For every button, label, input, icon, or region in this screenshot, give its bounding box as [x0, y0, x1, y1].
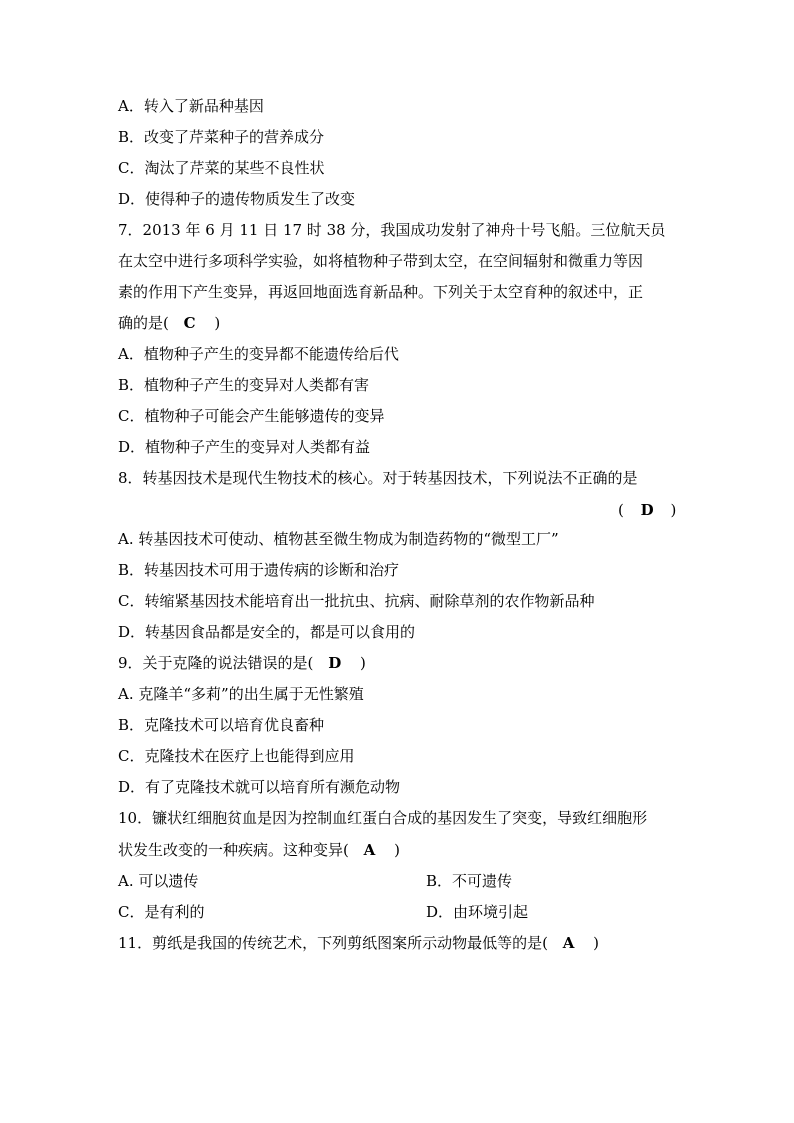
q8-option-c: C．转缩紧基因技术能培育出一批抗虫、抗病、耐除草剂的农作物新品种 — [118, 592, 595, 610]
q9-option-d: D．有了克隆技术就可以培育所有濒危动物 — [118, 778, 401, 796]
q7-stem-line-1: 7．2013 年 6 月 11 日 17 时 38 分，我国成功发射了神舟十号飞船。三位航天员 — [118, 221, 666, 239]
q11-answer: A — [562, 934, 575, 952]
q9-answer: D — [328, 654, 342, 672]
q6-option-d: D．使得种子的遗传物质发生了改变 — [118, 190, 356, 208]
q10-stem-line-2 — [118, 840, 400, 860]
q10-option-b: B．不可遗传 — [426, 872, 513, 890]
q7-stem-prefix: 确的是( — [118, 314, 169, 332]
q10-answer: A — [363, 841, 376, 859]
q8-option-a: A. 转基因技术可使动、植物甚至微生物成为制造药物的“微型工厂” — [118, 530, 559, 548]
q10-options-row-1 — [118, 871, 513, 891]
q6-option-b: B．改变了芹菜种子的营养成分 — [118, 128, 325, 146]
q7-stem-line-4 — [118, 313, 220, 333]
q7-option-c: C．植物种子可能会产生能够遗传的变异 — [118, 407, 385, 425]
q9-stem: 9．关于克隆的说法错误的是( — [118, 654, 314, 672]
q11-close-paren: ) — [593, 934, 600, 952]
q8-stem: 8．转基因技术是现代生物技术的核心。对于转基因技术，下列说法不正确的是 — [118, 469, 638, 487]
q7-stem-line-3: 素的作用下产生变异，再返回地面选育新品种。下列关于太空育种的叙述中，正 — [118, 283, 644, 301]
q9-close-paren: ) — [359, 654, 366, 672]
q9-option-c: C．克隆技术在医疗上也能得到应用 — [118, 747, 355, 765]
q11-stem-line — [118, 933, 599, 953]
q6-option-a: A．转入了新品种基因 — [118, 97, 264, 115]
q7-option-a: A．植物种子产生的变异都不能遗传给后代 — [118, 345, 399, 363]
q10-options-row-2 — [118, 902, 529, 922]
q7-close-paren: ) — [214, 314, 221, 332]
q9-option-b: B．克隆技术可以培育优良畜种 — [118, 716, 325, 734]
q8-option-d: D．转基因食品都是安全的，都是可以食用的 — [118, 623, 416, 641]
q8-answer-bracket — [618, 500, 676, 520]
q6-option-c: C．淘汰了芹菜的某些不良性状 — [118, 159, 325, 177]
q10-option-d: D．由环境引起 — [426, 903, 529, 921]
q9-option-a: A. 克隆羊“多莉”的出生属于无性繁殖 — [118, 685, 364, 703]
q7-stem-line-2: 在太空中进行多项科学实验，如将植物种子带到太空，在空间辐射和微重力等因 — [118, 252, 644, 270]
q8-open-paren: ( — [618, 501, 624, 519]
q10-option-c: C．是有利的 — [118, 903, 205, 921]
q10-close-paren: ) — [394, 841, 400, 859]
q9-stem-line — [118, 653, 366, 673]
q11-stem: 11．剪纸是我国的传统艺术，下列剪纸图案所示动物最低等的是( — [118, 934, 548, 952]
q10-option-a: A. 可以遗传 — [118, 872, 199, 890]
q10-stem-prefix: 状发生改变的一种疾病。这种变异( — [118, 841, 349, 859]
q7-option-b: B．植物种子产生的变异对人类都有害 — [118, 376, 370, 394]
q8-close-paren: ) — [670, 501, 677, 519]
q10-stem-line-1: 10．镰状红细胞贫血是因为控制血红蛋白合成的基因发生了突变，导致红细胞形 — [118, 809, 648, 827]
q8-answer: D — [640, 501, 654, 519]
q7-option-d: D．植物种子产生的变异对人类都有益 — [118, 438, 371, 456]
q7-answer: C — [183, 314, 196, 332]
q8-option-b: B．转基因技术可用于遗传病的诊断和治疗 — [118, 561, 400, 579]
